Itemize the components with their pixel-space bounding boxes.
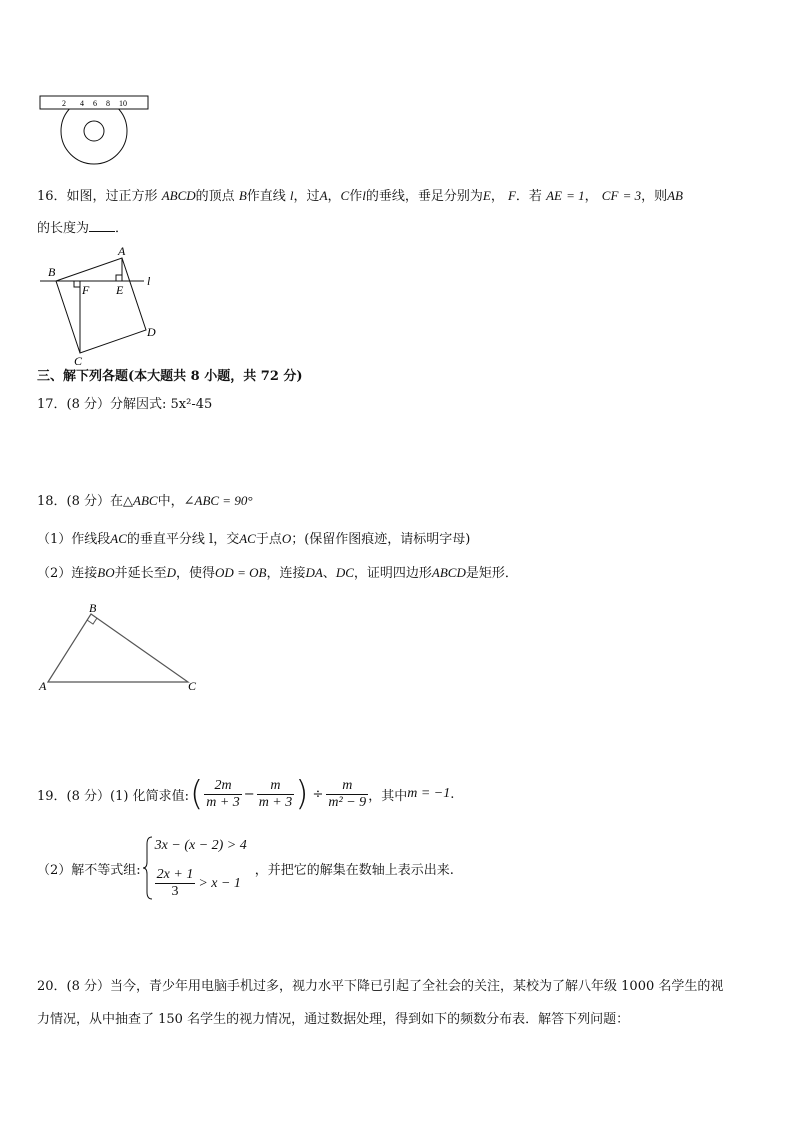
q18-text: 、 [322,566,336,581]
q16-square: ABCD [161,188,196,203]
inequality-2-rest: > x − 1 [198,875,241,891]
right-angle-f [74,281,80,287]
q17-text: 17．(8 分）分解因式: 5x²-45 [37,397,213,412]
ruler-tick-10: 10 [119,99,127,108]
frac-num: m [326,778,368,795]
q16-cf-value: = 3 [622,188,642,203]
section-3-title: 三、解下列各题(本大题共 8 小题，共 72 分) [37,369,303,384]
inequality-1: 3x − (x − 2) > 4 [154,838,247,853]
inequality-system [155,836,247,900]
label-e: E [116,283,124,297]
q16-sep: ， [490,189,504,204]
q16-text: ，则 [641,189,668,204]
q18-text: ，使得 [176,566,216,581]
label-b: B [48,265,56,279]
q19-part2-suffix: ，并把它的解集在数轴上表示出来. [254,862,454,878]
right-triangle-figure [36,602,206,694]
fraction-m [257,778,295,811]
q16-sep: ， [327,189,341,204]
q16-text: 作 [349,189,363,204]
q18-o: O [281,531,292,546]
q16-cf: CF [601,188,619,203]
q16-point-e: E [482,188,491,203]
answer-blank[interactable] [89,219,115,232]
frac-num: m [257,778,295,795]
q18-part1 [37,530,470,549]
label-f: F [82,283,90,297]
divide-sign: ÷ [312,786,324,802]
q19-text: ，其中 [368,788,408,804]
q18-angle: ∠ABC = 90° [183,493,253,508]
q16-line2 [37,219,128,238]
q16-ae-value: = 1 [566,188,585,203]
q20-line2: 力情况，从中抽查了 150 名学生的视力情况，通过数据处理，得到如下的频数分布表．解答下列问题： [37,1012,630,1027]
fraction-m-over-m2 [326,778,368,811]
q18-part2 [37,564,518,583]
q16-line1 [37,187,683,206]
q18-bo: BO [97,565,115,580]
q16-number: 16． [37,189,67,204]
ruler-tick-8: 8 [106,99,110,108]
q18-text: （2）连接 [37,566,98,581]
q16-point-b: B [238,188,247,203]
label-c: C [74,354,83,368]
inequality-2 [155,867,247,900]
q18-text: ；(保留作图痕迹，请标明字母) [291,532,471,547]
q19-part2 [37,834,454,902]
q18-da: DA [305,565,323,580]
q16-text: ．若 [515,189,542,204]
label-d: D [147,325,156,339]
q18-ac: AC [110,531,127,546]
label-a: A [39,679,47,693]
q16-ab: AB [667,188,683,203]
q18-abcd: ABCD [431,565,466,580]
frac-num: 2x + 1 [156,867,194,882]
fraction-2m [204,778,242,811]
triangle-abc [48,614,188,682]
q16-point-c: C [340,188,350,203]
paren-right: ) [295,774,309,814]
q16-line-l: l [289,188,294,203]
ruler-disc-figure [36,90,156,166]
q18-d: D [166,565,177,580]
minus-sign: − [243,786,255,802]
q16-text: ，过 [293,189,320,204]
q16-text: 如图，过正方形 [66,189,158,204]
q18-triangle: △ABC [123,493,158,508]
q19-period: . [450,786,455,802]
q16-sep: ， [584,189,598,204]
q18-od-eq-ob: OD = OB [215,565,267,580]
q18-text: 于点 [255,532,282,547]
label-a: A [118,244,126,258]
label-c: C [188,679,197,693]
label-l: l [147,274,151,288]
q20-line1: 20．(8 分）当今，青少年用电脑手机过多，视力水平下降已引起了全社会的关注，某校为了解八年级 1000 名学生的视 [37,979,724,994]
frac-den: m + 3 [206,794,240,810]
q16-ae: AE [546,188,562,203]
q16-text: 作直线 [246,189,286,204]
frac-num: 2m [204,778,242,795]
system-brace [143,836,153,900]
q18-dc: DC [335,565,354,580]
q18-ac: AC [239,531,256,546]
q16-text: 的长度为 [37,221,90,236]
q18-text: 中， [157,494,184,509]
label-b: B [89,602,97,615]
square-figure [36,244,166,368]
q18-line1 [37,492,253,511]
ruler-tick-6: 6 [93,99,97,108]
q18-text: 并延长至 [114,566,167,581]
q16-line-l: l [362,188,366,203]
q16-point-f: F [507,188,516,203]
right-angle-e [116,275,122,281]
q18-text: （1）作线段 [37,532,111,547]
q16-point-a: A [319,188,328,203]
frac-den: m + 3 [258,794,293,810]
q18-number: 18．(8 分）在 [37,494,124,509]
q18-text: ，连接 [266,566,306,581]
q19-condition: m = −1 [407,786,451,801]
q16-text: 的顶点 [195,189,235,204]
q19-part1 [37,774,454,814]
q19-part2-prefix: （2）解不等式组: [37,862,141,878]
frac-den: m² − 9 [328,794,367,810]
q16-text: 的垂线，垂足分别为 [365,189,483,204]
q18-text: 的垂直平分线 l，交 [126,532,240,547]
ruler-tick-4: 4 [80,99,84,108]
inner-hole [84,121,104,141]
frac-den: 3 [171,884,179,899]
square-abcd [56,258,146,353]
paren-left: ( [189,774,204,814]
q19-prefix: 19．(8 分）(1) 化简求值: [37,788,189,804]
q18-text: ，证明四边形 [353,566,432,581]
ruler-tick-2: 2 [62,99,66,108]
q16-text: ． [115,221,129,236]
q18-text: 是矩形． [465,566,518,581]
fraction-2x-plus-1 [155,867,196,900]
